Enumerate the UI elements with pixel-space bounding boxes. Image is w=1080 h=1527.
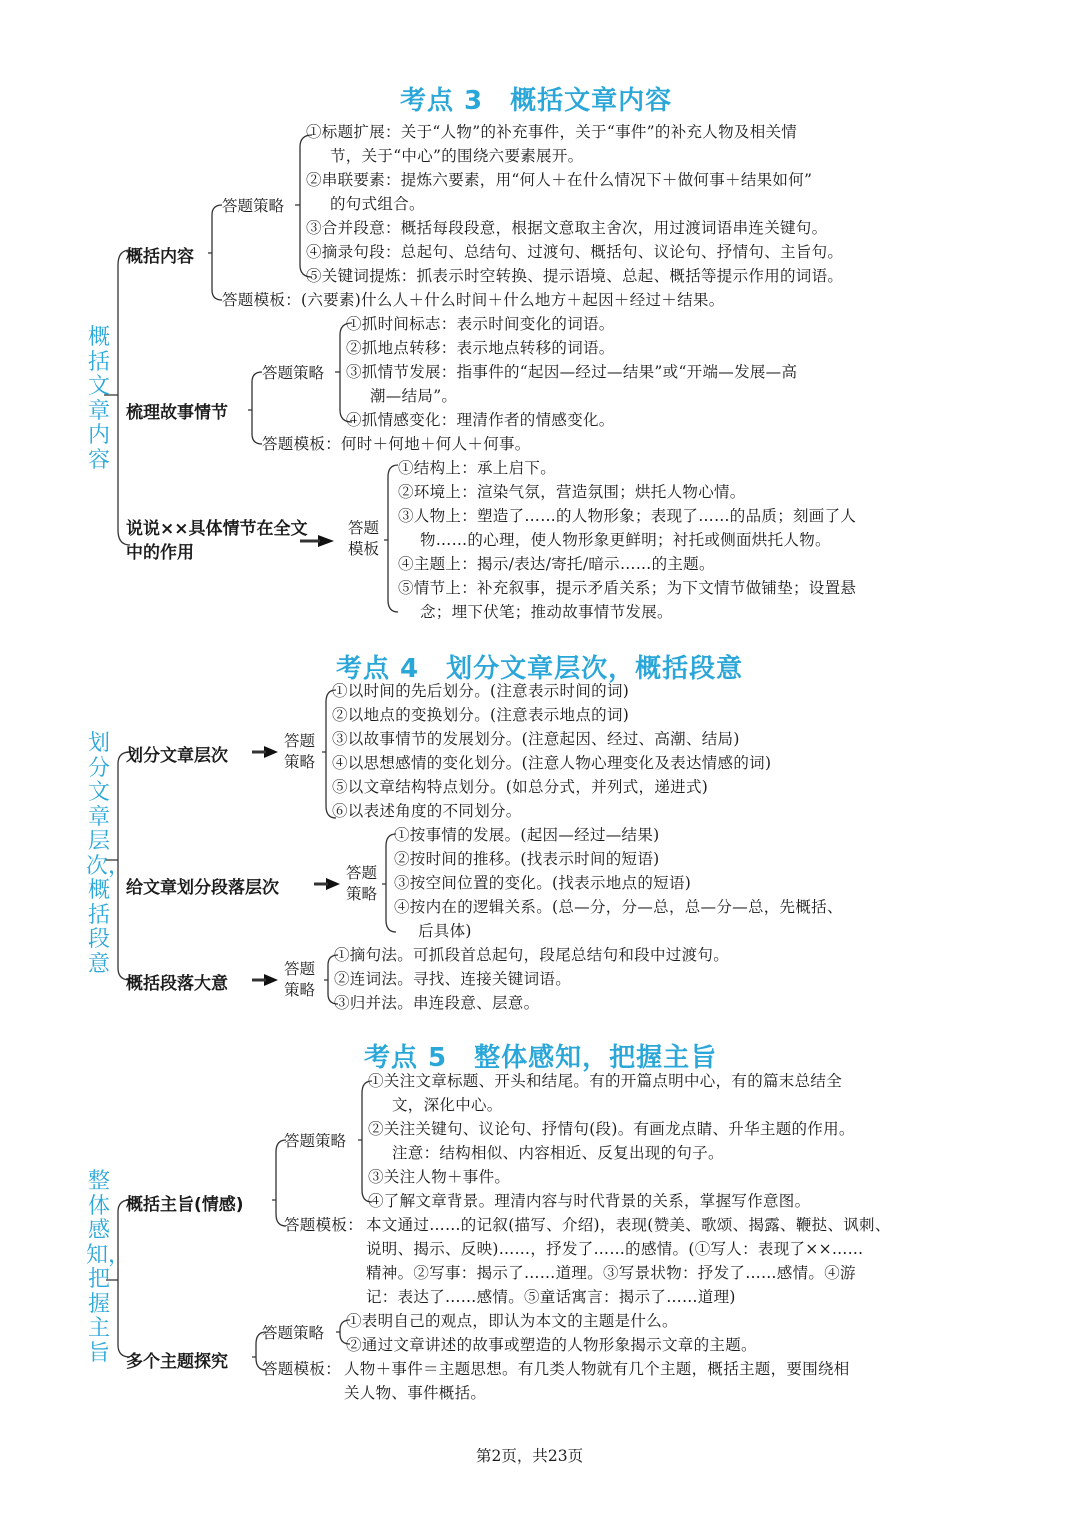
list-item: ③抓情节发展：指事件的“起因—经过—结果”或“开端—发展—高: [346, 363, 798, 381]
section-title-4: 考点 4 划分文章层次，概括段意: [336, 654, 744, 684]
template-line: 精神。②写事：揭示了……道理。③写景状物：抒发了……感情。④游: [366, 1264, 856, 1282]
strategy-label: 答题策略: [284, 732, 316, 771]
node-plot-function: 说说××具体情节在全文中的作用: [126, 519, 308, 563]
list-item: ①抓时间标志：表示时间变化的词语。: [346, 315, 615, 333]
list-item: ②串联要素：提炼六要素，用“何人＋在什么情况下＋做何事＋结果如何”: [306, 171, 813, 189]
s3-b-brace: [248, 372, 262, 444]
section-side-label-5: 整体感知，把握主旨: [86, 1169, 131, 1366]
node-divide-layers: 划分文章层次: [126, 746, 228, 766]
list-item: ①按事情的发展。(起因—经过—结果): [394, 826, 660, 844]
list-item: ④主题上：揭示/表达/寄托/暗示……的主题。: [398, 555, 715, 573]
list-item: ③归并法。串连段意、层意。: [334, 994, 540, 1012]
node-summarize-content: 概括内容: [126, 247, 194, 267]
node-story-plot: 梳理故事情节: [126, 403, 228, 423]
list-item: ⑤以文章结构特点划分。(如总分式，并列式，递进式): [332, 778, 709, 796]
list-item: ②关注关键句、议论句、抒情句(段)。有画龙点睛、升华主题的作用。: [368, 1120, 855, 1138]
template-line: 答题模板：(六要素)什么人＋什么时间＋什么地方＋起因＋经过＋结果。: [222, 291, 725, 309]
template-line: 答题模板：何时＋何地＋何人＋何事。: [262, 435, 531, 453]
list-item: ①摘句法。可抓段首总起句，段尾总结句和段中过渡句。: [334, 946, 730, 964]
list-item: ③人物上：塑造了……的人物形象；表现了……的品质；刻画了人: [398, 507, 857, 525]
list-item: ①关注文章标题、开头和结尾。有的开篇点明中心，有的篇末总结全: [368, 1072, 843, 1090]
list-item: ③以故事情节的发展划分。(注意起因、经过、高潮、结局): [332, 730, 740, 748]
template-line: 说明、揭示、反映)……，抒发了……的感情。(①写人：表现了××……: [366, 1240, 864, 1258]
template-line: 记：表达了……感情。⑤童话寓言：揭示了……道理): [366, 1288, 736, 1306]
list-item: ②抓地点转移：表示地点转移的词语。: [346, 339, 615, 357]
strategy-label: 答题策略: [346, 864, 378, 903]
list-item: ⑤情节上：补充叙事，提示矛盾关系；为下文情节做铺垫；设置悬: [398, 579, 857, 597]
list-item: ①以时间的先后划分。(注意表示时间的词): [332, 682, 630, 700]
list-item: ④了解文章背景。理清内容与时代背景的关系，掌握写作意图。: [368, 1192, 811, 1210]
s3-c-brace: [384, 465, 398, 612]
list-item: ①表明自己的观点，即认为本文的主题是什么。: [346, 1312, 678, 1330]
section-side-label-3: 概括文章内容: [87, 325, 110, 473]
list-item: ③按空间位置的变化。(找表示地点的短语): [394, 874, 692, 892]
section-side-label-4: 划分文章层次，概括段意: [86, 731, 131, 977]
template-label: 答题模板：: [262, 1360, 342, 1378]
node-divide-paragraphs: 给文章划分段落层次: [126, 878, 279, 898]
list-item: 物……的心理，使人物形象更鲜明；衬托或侧面烘托人物。: [420, 531, 831, 549]
list-item: ④抓情感变化：理清作者的情感变化。: [346, 411, 615, 429]
list-item: 注意：结构相似、内容相近、反复出现的句子。: [392, 1144, 724, 1162]
strategy-label: 答题策略: [284, 960, 316, 999]
list-item: ④按内在的逻辑关系。(总—分，分—总，总—分—总，先概括、: [394, 898, 843, 916]
strategy-label: 答题策略: [222, 197, 285, 215]
template-line: 本文通过……的记叙(描写、介绍)，表现(赞美、歌颂、揭露、鞭挞、讽刺、: [366, 1216, 891, 1234]
strategy-label: 答题策略: [262, 364, 325, 382]
page-number: 第2页，共23页: [476, 1447, 584, 1465]
list-item: ②连词法。寻找、连接关键词语。: [334, 970, 572, 988]
strategy-label: 答题策略: [284, 1132, 347, 1150]
list-item: ⑤关键词提炼：抓表示时空转换、提示语境、总起、概括等提示作用的词语。: [306, 267, 844, 285]
list-item: ①标题扩展：关于“人物”的补充事件，关于“事件”的补充人物及相关情: [306, 123, 798, 141]
template-label: 答题模板：: [284, 1216, 364, 1234]
list-item: 的句式组合。: [330, 195, 425, 213]
template-line: 关人物、事件概括。: [344, 1384, 487, 1402]
list-item: 文，深化中心。: [392, 1096, 503, 1114]
template-line: 人物＋事件＝主题思想。有几类人物就有几个主题，概括主题，要围绕相: [344, 1360, 850, 1378]
strategy-label: 答题策略: [262, 1324, 325, 1342]
section-title-3: 考点 3 概括文章内容: [400, 86, 673, 116]
list-item: 后具体): [418, 922, 472, 940]
list-item: ②环境上：渲染气氛，营造氛围；烘托人物心情。: [398, 483, 746, 501]
section-title-5: 考点 5 整体感知，把握主旨: [364, 1043, 718, 1073]
list-item: ③合并段意：概括每段段意，根据文意取主舍次，用过渡词语串连关键句。: [306, 219, 828, 237]
list-item: 节，关于“中心”的围绕六要素展开。: [330, 147, 584, 165]
s3-a-brace: [208, 205, 222, 300]
list-item: 念；埋下伏笔；推动故事情节发展。: [420, 603, 673, 621]
node-paragraph-gist: 概括段落大意: [126, 974, 228, 994]
list-item: ⑥以表述角度的不同划分。: [332, 802, 522, 820]
list-item: 潮—结局”。: [370, 387, 458, 405]
node-multi-theme: 多个主题探究: [126, 1352, 228, 1372]
list-item: ④摘录句段：总起句、总结句、过渡句、概括句、议论句、抒情句、主旨句。: [306, 243, 844, 261]
template-label: 答题模板: [348, 519, 380, 558]
list-item: ①结构上：承上启下。: [398, 459, 557, 477]
list-item: ②以地点的变换划分。(注意表示地点的词): [332, 706, 630, 724]
list-item: ②按时间的推移。(找表示时间的短语): [394, 850, 660, 868]
list-item: ④以思想感情的变化划分。(注意人物心理变化及表达情感的词): [332, 754, 772, 772]
list-item: ②通过文章讲述的故事或塑造的人物形象揭示文章的主题。: [346, 1336, 757, 1354]
node-main-idea: 概括主旨(情感): [126, 1195, 244, 1215]
list-item: ③关注人物＋事件。: [368, 1168, 511, 1186]
